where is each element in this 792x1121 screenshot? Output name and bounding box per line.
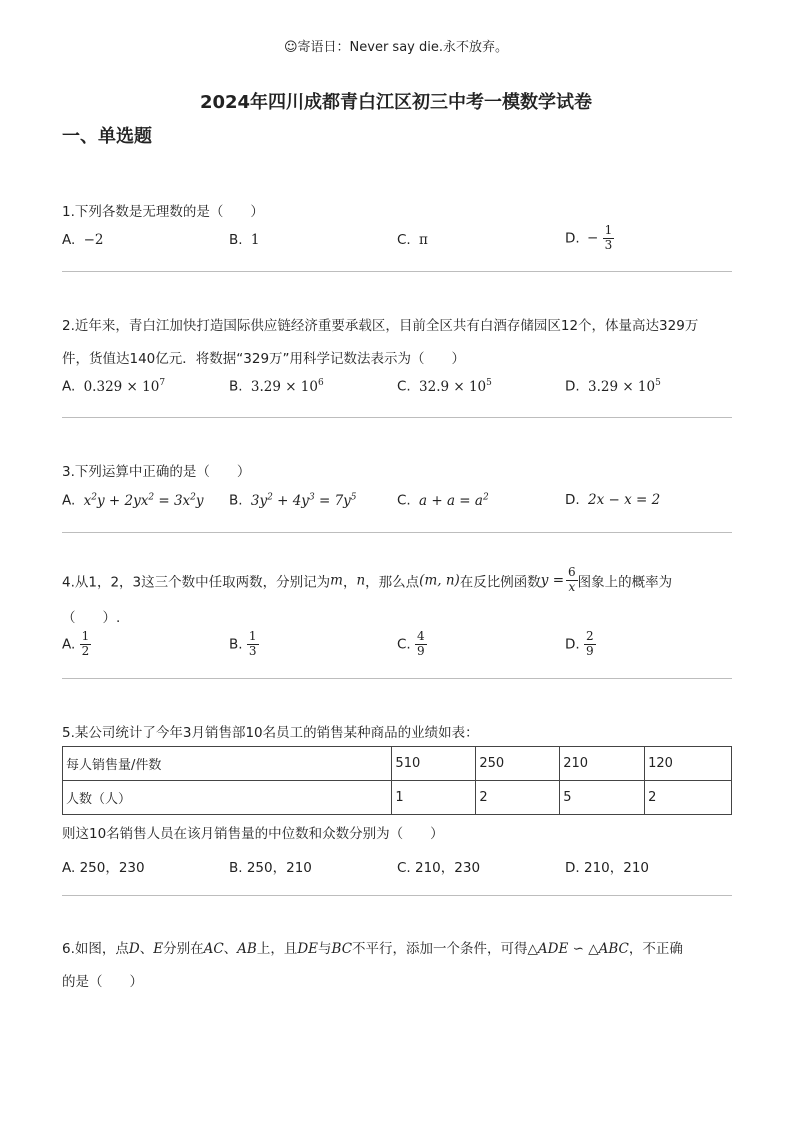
option-label: C. <box>397 378 411 395</box>
question-1-stem: 1.下列各数是无理数的是（ ） <box>62 204 264 220</box>
option-label: D. <box>565 636 580 653</box>
segment-bc: BC <box>331 941 353 957</box>
point-e: E <box>153 941 164 957</box>
stem-text: ，那么点 <box>365 574 420 591</box>
fraction-denominator: 9 <box>417 643 425 658</box>
divider <box>62 895 732 896</box>
fraction-denominator: 2 <box>81 643 90 658</box>
option-value: −2 <box>83 232 104 248</box>
segment-ac: AC <box>203 941 224 957</box>
option-fraction <box>80 630 92 659</box>
option-label: C. <box>397 492 411 509</box>
question-3-stem: 3.下列运算中正确的是（ ） <box>62 464 251 480</box>
table-cell: 2 <box>476 781 560 815</box>
variable-m: m <box>330 572 343 589</box>
option-exponent: 5 <box>486 378 492 388</box>
table-cell: 210 <box>560 747 645 781</box>
q4-option-b <box>229 630 259 659</box>
fraction-denominator: 3 <box>604 237 613 252</box>
option-label: A. <box>62 492 76 509</box>
option-label: D. <box>565 378 580 395</box>
option-label: C. <box>397 232 411 248</box>
option-sign: − <box>586 230 599 247</box>
option-expression: 2x − x = 2 <box>587 492 661 508</box>
q2-option-c <box>397 378 492 395</box>
option-exponent: 5 <box>655 378 661 388</box>
option-mantissa: 0.329 × 10 <box>83 378 160 395</box>
option-label: D. <box>565 230 580 247</box>
q2-option-d <box>565 378 661 395</box>
divider <box>62 532 732 533</box>
segment-ab: AB <box>237 941 257 957</box>
option-expression: $3y^2 + 4y^3 = 7y^5$ <box>250 492 357 509</box>
option-fraction <box>415 630 427 659</box>
divider <box>62 678 732 679</box>
question-6-line1 <box>62 937 683 957</box>
fraction-numerator: 1 <box>248 629 257 643</box>
q3-option-a <box>62 492 204 509</box>
divider <box>62 271 732 272</box>
stem-text: 4.从1，2，3这三个数中任取两数，分别记为 <box>62 574 331 591</box>
fraction-numerator: 6 <box>568 565 576 579</box>
divider <box>62 417 732 418</box>
q3-option-c <box>397 492 489 509</box>
fraction-numerator: 2 <box>585 629 594 643</box>
q2-option-a <box>62 378 165 395</box>
question-5-follow: 则这10名销售人员在该月销售量的中位数和众数分别为（ ） <box>62 826 444 842</box>
option-label: A. <box>62 378 76 395</box>
q5-option-b: B. 250，210 <box>229 860 312 876</box>
q1-option-b <box>229 232 259 248</box>
table-cell: 120 <box>645 747 732 781</box>
sales-table <box>62 746 732 815</box>
stem-text: 在反比例函数 <box>459 574 541 591</box>
stem-text: 、 <box>223 941 238 957</box>
option-fraction <box>247 630 259 659</box>
table-row <box>63 781 732 815</box>
option-value: π <box>419 232 428 248</box>
q4-option-a <box>62 630 91 659</box>
option-exponent: 6 <box>318 378 324 388</box>
fraction-numerator: 4 <box>417 629 425 643</box>
table-cell: 250 <box>476 747 560 781</box>
option-label: D. <box>565 492 580 508</box>
option-exponent: 7 <box>159 378 166 388</box>
stem-text: ，不正确 <box>628 941 683 957</box>
question-6-line2: 的是（ ） <box>62 974 143 990</box>
q5-option-c: C. 210，230 <box>397 860 481 876</box>
q3-option-d <box>565 492 660 508</box>
q1-option-c <box>397 232 428 248</box>
fraction-denominator: 9 <box>585 643 594 658</box>
question-5-stem: 5.某公司统计了今年3月销售部10名员工的销售某种商品的业绩如表： <box>62 725 479 741</box>
stem-text: 不平行，添加一个条件，可得 <box>352 941 528 957</box>
option-label: B. <box>229 492 243 509</box>
option-fraction <box>584 630 596 659</box>
stem-text: 、 <box>139 941 154 957</box>
q1-option-d <box>565 224 614 253</box>
variable-n: n <box>356 572 366 589</box>
stem-text: ， <box>342 574 357 591</box>
option-label: B. <box>229 378 243 395</box>
option-mantissa: 3.29 × 10 <box>250 378 318 395</box>
option-expression: $a + a = a^2$ <box>419 492 489 509</box>
option-value: 1 <box>250 232 260 248</box>
motto-text: ☺寄语日：Never say die.永不放弃。 <box>283 40 508 55</box>
table-cell: 5 <box>560 781 645 815</box>
option-label: B. <box>229 232 243 248</box>
option-fraction <box>603 224 615 253</box>
option-expression: $x^2y + 2yx^2 = 3x^2y$ <box>83 492 204 509</box>
stem-text: 图象上的概率为 <box>577 574 673 591</box>
q1-option-a <box>62 232 104 248</box>
option-mantissa: 3.29 × 10 <box>587 378 656 395</box>
similarity-expression: △ADE ∽ △ABC <box>527 941 629 957</box>
function-lhs: y = <box>540 572 565 589</box>
fraction-denominator: 3 <box>248 643 257 658</box>
section-heading: 一、单选题 <box>62 126 152 147</box>
page-title: 2024年四川成都青白江区初三中考一模数学试卷 <box>199 92 593 113</box>
option-label: C. <box>397 636 411 653</box>
q4-option-d <box>565 630 596 659</box>
stem-text: 6.如图，点 <box>62 941 129 957</box>
q4-option-c <box>397 630 427 659</box>
option-label: B. <box>229 636 243 653</box>
option-mantissa: 32.9 × 10 <box>419 378 487 395</box>
table-cell: 人数（人） <box>63 781 392 815</box>
stem-text: 分别在 <box>163 941 204 957</box>
question-2-line1: 2.近年来，青白江加快打造国际供应链经济重要承载区，目前全区共有白酒存储园区12个，体量高达329万 <box>62 318 699 334</box>
q5-option-d: D. 210，210 <box>565 860 650 876</box>
fraction-numerator: 1 <box>604 223 613 237</box>
function-fraction <box>566 566 578 595</box>
q2-option-b <box>229 378 324 395</box>
point-d: D <box>128 941 140 957</box>
option-label: A. <box>62 636 76 653</box>
table-cell: 2 <box>645 781 732 815</box>
table-cell: 510 <box>392 747 476 781</box>
question-2-line2: 件，货值达140亿元．将数据“329万”用科学记数法表示为（ ） <box>62 351 466 367</box>
segment-de: DE <box>297 941 319 957</box>
point-expression: (m, n) <box>419 572 460 589</box>
stem-text: 与 <box>318 941 332 957</box>
fraction-denominator: x <box>568 579 576 594</box>
table-cell: 1 <box>392 781 476 815</box>
question-4-line2: （ ）. <box>62 610 121 626</box>
question-4-line1 <box>62 566 672 595</box>
fraction-numerator: 1 <box>81 629 90 643</box>
q5-option-a: A. 250，230 <box>62 860 145 876</box>
q3-option-b <box>229 492 357 509</box>
table-row <box>63 747 732 781</box>
stem-text: 上，且 <box>256 941 298 957</box>
option-label: A. <box>62 232 76 248</box>
table-cell: 每人销售量/件数 <box>63 747 392 781</box>
